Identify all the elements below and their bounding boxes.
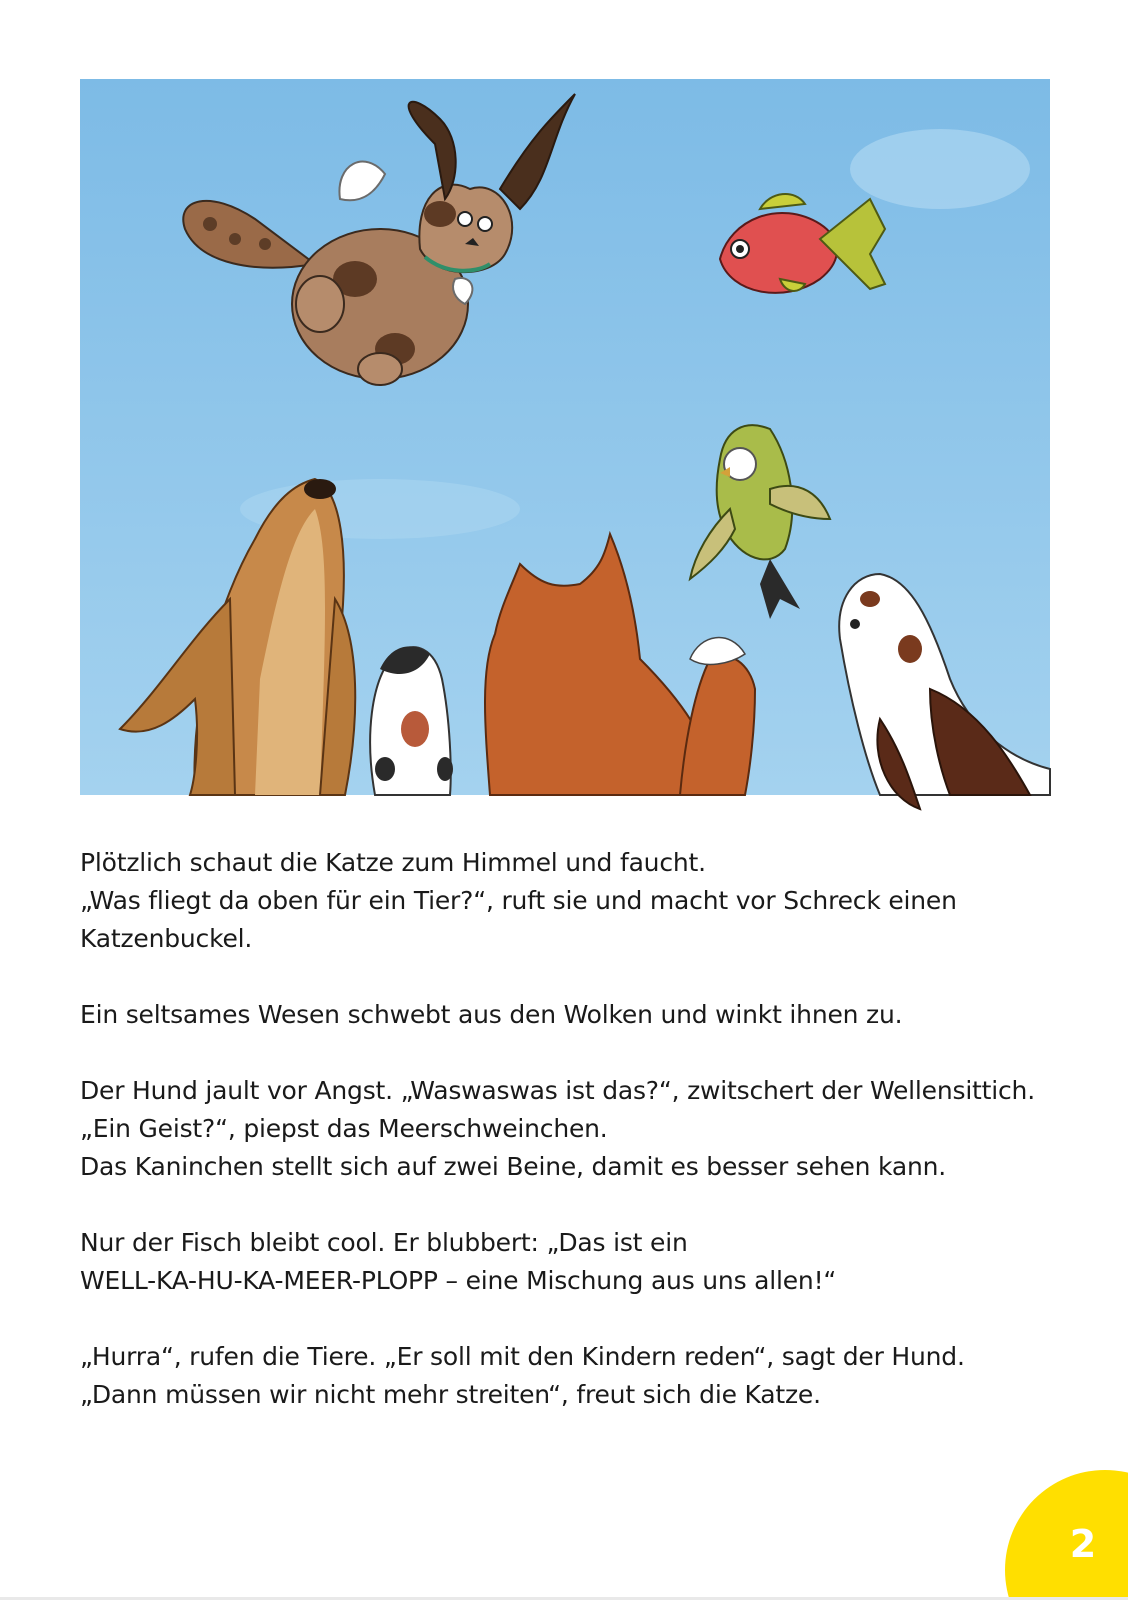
story-line: Katzenbuckel.	[80, 924, 253, 953]
story-illustration	[80, 79, 1050, 795]
story-text	[80, 844, 1060, 1452]
story-line: WELL-KA-HU-KA-MEER-PLOPP – eine Mischung aus uns allen!“	[80, 1266, 837, 1295]
story-line: Ein seltsames Wesen schwebt aus den Wolken und winkt ihnen zu.	[80, 1000, 903, 1029]
story-line: „Dann müssen wir nicht mehr streiten“, freut sich die Katze.	[80, 1380, 821, 1409]
story-paragraph-2	[80, 996, 1060, 1034]
story-line: Das Kaninchen stellt sich auf zwei Beine, damit es besser sehen kann.	[80, 1152, 947, 1181]
page-number: 2	[1069, 1522, 1097, 1566]
story-line: „Was fliegt da oben für ein Tier?“, ruft sie und macht vor Schreck einen	[80, 886, 957, 915]
story-line: „Hurra“, rufen die Tiere. „Er soll mit den Kindern reden“, sagt der Hund.	[80, 1342, 965, 1371]
story-line: Der Hund jault vor Angst. „Waswaswas ist das?“, zwitschert der Wellensittich.	[80, 1076, 1035, 1105]
story-paragraph-3	[80, 1072, 1060, 1186]
story-paragraph-4	[80, 1224, 1060, 1300]
story-line: „Ein Geist?“, piepst das Meerschweinchen.	[80, 1114, 608, 1143]
story-paragraph-1	[80, 844, 1060, 958]
story-line: Nur der Fisch bleibt cool. Er blubbert: „Das ist ein	[80, 1228, 688, 1257]
story-line: Plötzlich schaut die Katze zum Himmel und faucht.	[80, 848, 706, 877]
story-paragraph-5	[80, 1338, 1060, 1414]
